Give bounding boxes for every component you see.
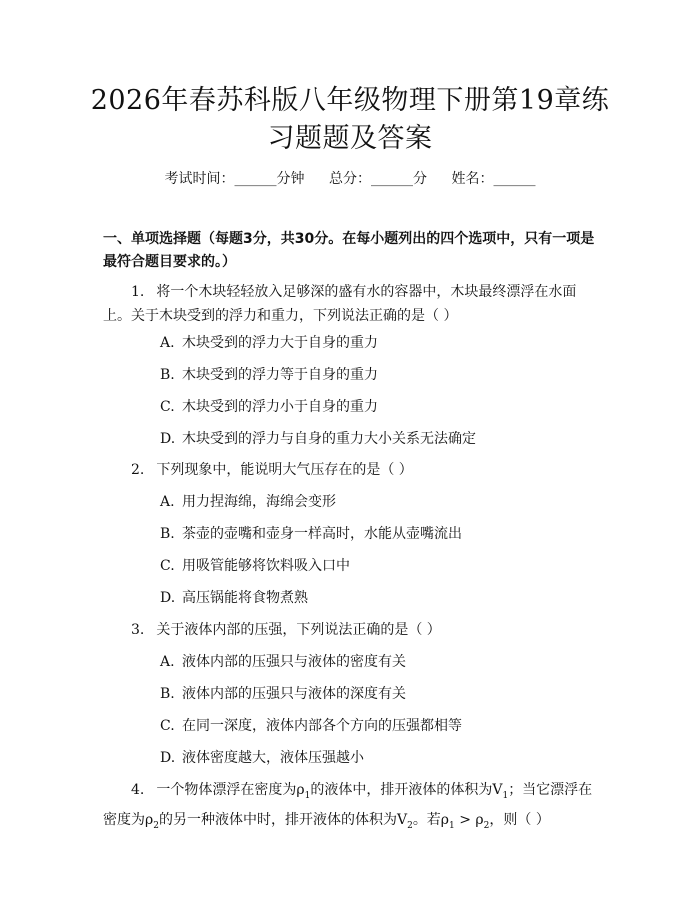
page-title: 2026年春苏科版八年级物理下册第19章练习题题及答案	[90, 85, 610, 154]
question-text-part: 。若ρ	[412, 811, 450, 828]
question-text-part: ，则（ ）	[489, 811, 550, 828]
subscript: 1	[502, 790, 509, 801]
question-text-part: > ρ	[454, 811, 484, 828]
option-3d[interactable]	[160, 748, 600, 768]
question-number: 2.	[131, 462, 145, 478]
option-letter: D.	[160, 431, 176, 447]
exam-time-field: 考试时间：______分钟	[164, 171, 305, 187]
subscript: 2	[407, 820, 413, 831]
option-1c[interactable]	[160, 397, 600, 417]
option-text: 木块受到的浮力等于自身的重力	[182, 367, 378, 383]
question-number: 1.	[131, 284, 145, 300]
option-3b[interactable]	[160, 684, 600, 704]
option-letter: B.	[160, 367, 175, 383]
option-text: 茶壶的壶嘴和壶身一样高时，水能从壶嘴流出	[182, 526, 462, 542]
option-1b[interactable]	[160, 365, 600, 385]
option-letter: A.	[160, 654, 175, 670]
question-text: 将一个木块轻轻放入足够深的盛有水的容器中，木块最终漂浮在水面上。关于木块受到的浮力和重力，下列说法正确的是（ ）	[103, 284, 577, 324]
total-score-field: 总分：______分	[329, 171, 427, 187]
option-2d[interactable]	[160, 588, 600, 608]
option-text: 木块受到的浮力大于自身的重力	[182, 335, 378, 351]
subscript: 1	[304, 790, 311, 801]
option-text: 用力捏海绵，海绵会变形	[182, 494, 336, 510]
option-2b[interactable]	[160, 524, 600, 544]
option-2a[interactable]	[160, 492, 600, 512]
question-text-part: ；当它漂浮在密度为ρ	[103, 782, 593, 828]
question-4	[103, 778, 603, 838]
question-number: 3.	[131, 622, 145, 638]
option-3a[interactable]	[160, 652, 600, 672]
question-2	[103, 458, 603, 482]
option-text: 在同一深度，液体内部各个方向的压强都相等	[182, 718, 462, 734]
option-text: 木块受到的浮力与自身的重力大小关系无法确定	[182, 431, 476, 447]
question-text: 关于液体内部的压强，下列说法正确的是（ ）	[156, 622, 441, 638]
option-letter: D.	[160, 750, 176, 766]
subscript: 2	[153, 820, 159, 831]
question-text-part: 一个物体漂浮在密度为ρ	[156, 782, 305, 798]
option-text: 液体内部的压强只与液体的深度有关	[182, 686, 406, 702]
option-3c[interactable]	[160, 716, 600, 736]
option-1a[interactable]	[160, 333, 600, 353]
question-3	[103, 618, 603, 642]
option-letter: B.	[160, 686, 175, 702]
option-text: 木块受到的浮力小于自身的重力	[182, 399, 378, 415]
option-2c[interactable]	[160, 556, 600, 576]
option-text: 液体密度越大，液体压强越小	[182, 750, 364, 766]
subscript: 1	[449, 820, 455, 831]
option-letter: C.	[160, 399, 175, 415]
option-1d[interactable]	[160, 429, 600, 449]
exam-meta	[0, 168, 700, 188]
option-text: 高压锅能将食物煮熟	[182, 590, 308, 606]
option-letter: C.	[160, 558, 175, 574]
student-name-field: 姓名：______	[451, 171, 536, 187]
option-letter: C.	[160, 718, 175, 734]
question-1	[103, 280, 603, 328]
section-heading: 一、单项选择题（每题3分，共30分。在每小题列出的四个选项中，只有一项是最符合题目要求的。）	[103, 231, 595, 270]
option-letter: A.	[160, 335, 175, 351]
option-text: 用吸管能够将饮料吸入口中	[182, 558, 350, 574]
subscript: 2	[483, 820, 490, 831]
question-text-part: 的另一种液体中时，排开液体的体积为V	[158, 811, 408, 828]
option-text: 液体内部的压强只与液体的密度有关	[182, 654, 406, 670]
question-text: 下列现象中，能说明大气压存在的是（ ）	[156, 462, 413, 478]
question-number: 4.	[131, 782, 145, 798]
option-letter: B.	[160, 526, 175, 542]
question-text-part: 的液体中，排开液体的体积为V	[310, 782, 503, 798]
option-letter: D.	[160, 590, 176, 606]
option-letter: A.	[160, 494, 175, 510]
